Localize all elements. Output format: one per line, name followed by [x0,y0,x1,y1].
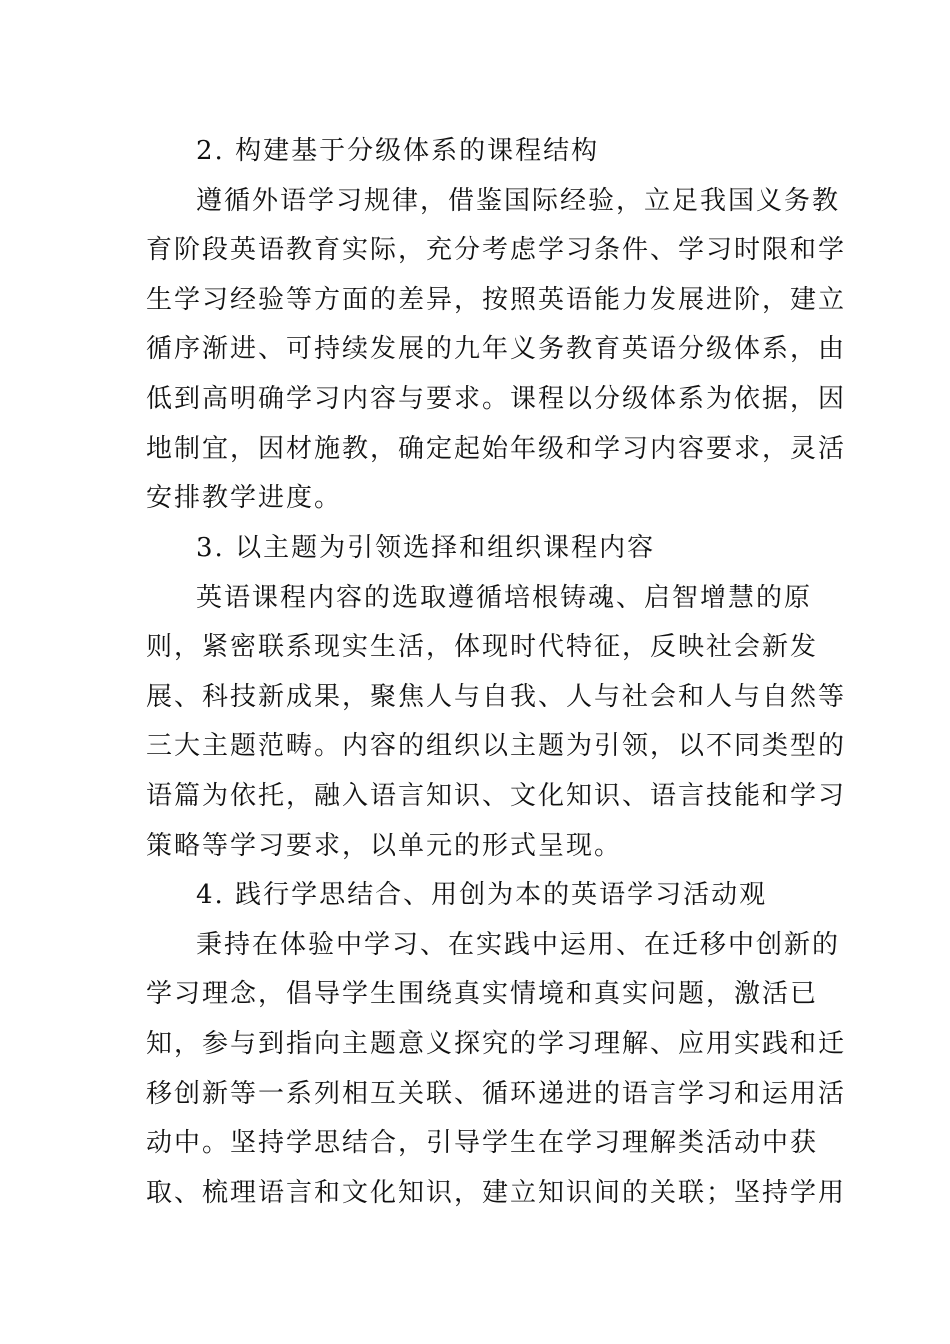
paragraph-line: 地制宜，因材施教，确定起始年级和学习内容要求，灵活 [146,434,847,464]
paragraph-line: 育阶段英语教育实际，充分考虑学习条件、学习时限和学 [146,235,847,265]
heading-2: 2. 构建基于分级体系的课程结构 [196,136,600,166]
paragraph-line: 安排教学进度。 [146,483,343,513]
paragraph-line: 低到高明确学习内容与要求。课程以分级体系为依据，因 [146,384,847,414]
paragraph-line: 动中。坚持学思结合，引导学生在学习理解类活动中获 [146,1128,819,1158]
paragraph-line: 取、梳理语言和文化知识，建立知识间的关联；坚持学用 [146,1178,847,1208]
paragraph-line: 展、科技新成果，聚焦人与自我、人与社会和人与自然等 [146,682,847,712]
paragraph-line: 语篇为依托，融入语言知识、文化知识、语言技能和学习 [146,781,847,811]
paragraph-line: 遵循外语学习规律，借鉴国际经验，立足我国义务教 [196,186,841,216]
paragraph-line: 秉持在体验中学习、在实践中运用、在迁移中创新的 [196,930,841,960]
paragraph-line: 则，紧密联系现实生活，体现时代特征，反映社会新发 [146,632,819,662]
paragraph-line: 英语课程内容的选取遵循培根铸魂、启智增慧的原 [196,583,813,613]
heading-3: 3. 以主题为引领选择和组织课程内容 [196,533,656,563]
paragraph-line: 三大主题范畴。内容的组织以主题为引领，以不同类型的 [146,731,847,761]
heading-4: 4. 践行学思结合、用创为本的英语学习活动观 [196,880,768,910]
paragraph-line: 策略等学习要求，以单元的形式呈现。 [146,831,623,861]
paragraph-line: 生学习经验等方面的差异，按照英语能力发展进阶，建立 [146,285,847,315]
paragraph-line: 循序渐进、可持续发展的九年义务教育英语分级体系，由 [146,334,847,364]
paragraph-line: 移创新等一系列相互关联、循环递进的语言学习和运用活 [146,1079,847,1109]
paragraph-line: 学习理念，倡导学生围绕真实情境和真实问题，激活已 [146,979,819,1009]
paragraph-line: 知，参与到指向主题意义探究的学习理解、应用实践和迁 [146,1029,847,1059]
